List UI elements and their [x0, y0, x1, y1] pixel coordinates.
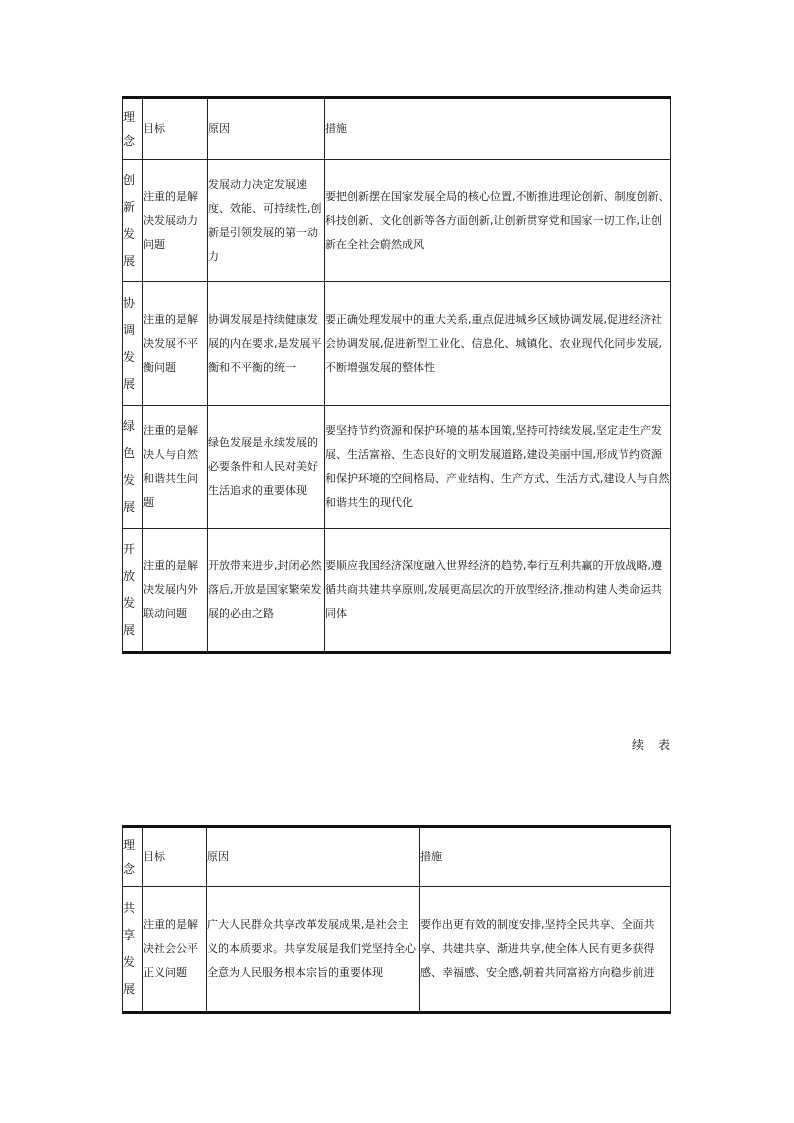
measure-cell: 要坚持节约资源和保护环境的基本国策,坚持可持续发展,坚定走生产发展、生活富裕、生态良好的文明发展道路,建设美丽中国,形成节约资源和保护环境的空间格局、产业结构、生产方式、生活方式,建设人与自然和谐共生的现代化	[325, 406, 671, 529]
header-measure: 措施	[420, 827, 671, 887]
table-row	[123, 529, 671, 653]
goal-cell: 注重的是解决发展动力问题	[143, 160, 208, 282]
concepts-table-part2	[122, 825, 671, 1014]
measure-cell: 要顺应我国经济深度融入世界经济的趋势,奉行互利共赢的开放战略,遵循共商共建共享原则,发展更高层次的开放型经济,推动构建人类命运共同体	[325, 529, 671, 653]
continued-label: 续表	[632, 738, 685, 752]
header-goal: 目标	[143, 98, 208, 160]
table-row	[123, 282, 671, 406]
header-concept: 理念	[123, 827, 143, 887]
reason-cell: 广大人民群众共享改革发展成果,是社会主义的本质要求。共享发展是我们党坚持全心全意为人民服务根本宗旨的重要体现	[207, 887, 420, 1013]
concept-name: 协调发展	[123, 282, 143, 406]
table-row	[123, 887, 671, 1013]
concept-name: 开放发展	[123, 529, 143, 653]
reason-cell: 协调发展是持续健康发展的内在要求,是发展平衡和不平衡的统一	[208, 282, 325, 406]
measure-cell: 要正确处理发展中的重大关系,重点促进城乡区域协调发展,促进经济社会协调发展,促进新型工业化、信息化、城镇化、农业现代化同步发展,不断增强发展的整体性	[325, 282, 671, 406]
measure-cell: 要作出更有效的制度安排,坚持全民共享、全面共享、共建共享、渐进共享,使全体人民有更多获得感、幸福感、安全感,朝着共同富裕方向稳步前进	[420, 887, 671, 1013]
concept-name: 共享发展	[123, 887, 143, 1013]
table-header-row	[123, 827, 671, 887]
header-measure: 措施	[325, 98, 671, 160]
header-goal: 目标	[143, 827, 207, 887]
measure-cell: 要把创新摆在国家发展全局的核心位置,不断推进理论创新、制度创新、科技创新、文化创新等各方面创新,让创新贯穿党和国家一切工作,让创新在全社会蔚然成风	[325, 160, 671, 282]
table-row	[123, 406, 671, 529]
goal-cell: 注重的是解决社会公平正义问题	[143, 887, 207, 1013]
goal-cell: 注重的是解决发展内外联动问题	[143, 529, 208, 653]
header-reason: 原因	[207, 827, 420, 887]
table-row	[123, 160, 671, 282]
header-concept: 理念	[123, 98, 143, 160]
table-header-row	[123, 98, 671, 160]
concepts-table-part1	[122, 96, 671, 654]
reason-cell: 发展动力决定发展速度、效能、可持续性,创新是引领发展的第一动力	[208, 160, 325, 282]
reason-cell: 绿色发展是永续发展的必要条件和人民对美好生活追求的重要体现	[208, 406, 325, 529]
goal-cell: 注重的是解决人与自然和谐共生问题	[143, 406, 208, 529]
reason-cell: 开放带来进步,封闭必然落后,开放是国家繁荣发展的必由之路	[208, 529, 325, 653]
concept-name: 绿色发展	[123, 406, 143, 529]
concept-name: 创新发展	[123, 160, 143, 282]
header-reason: 原因	[208, 98, 325, 160]
goal-cell: 注重的是解决发展不平衡问题	[143, 282, 208, 406]
